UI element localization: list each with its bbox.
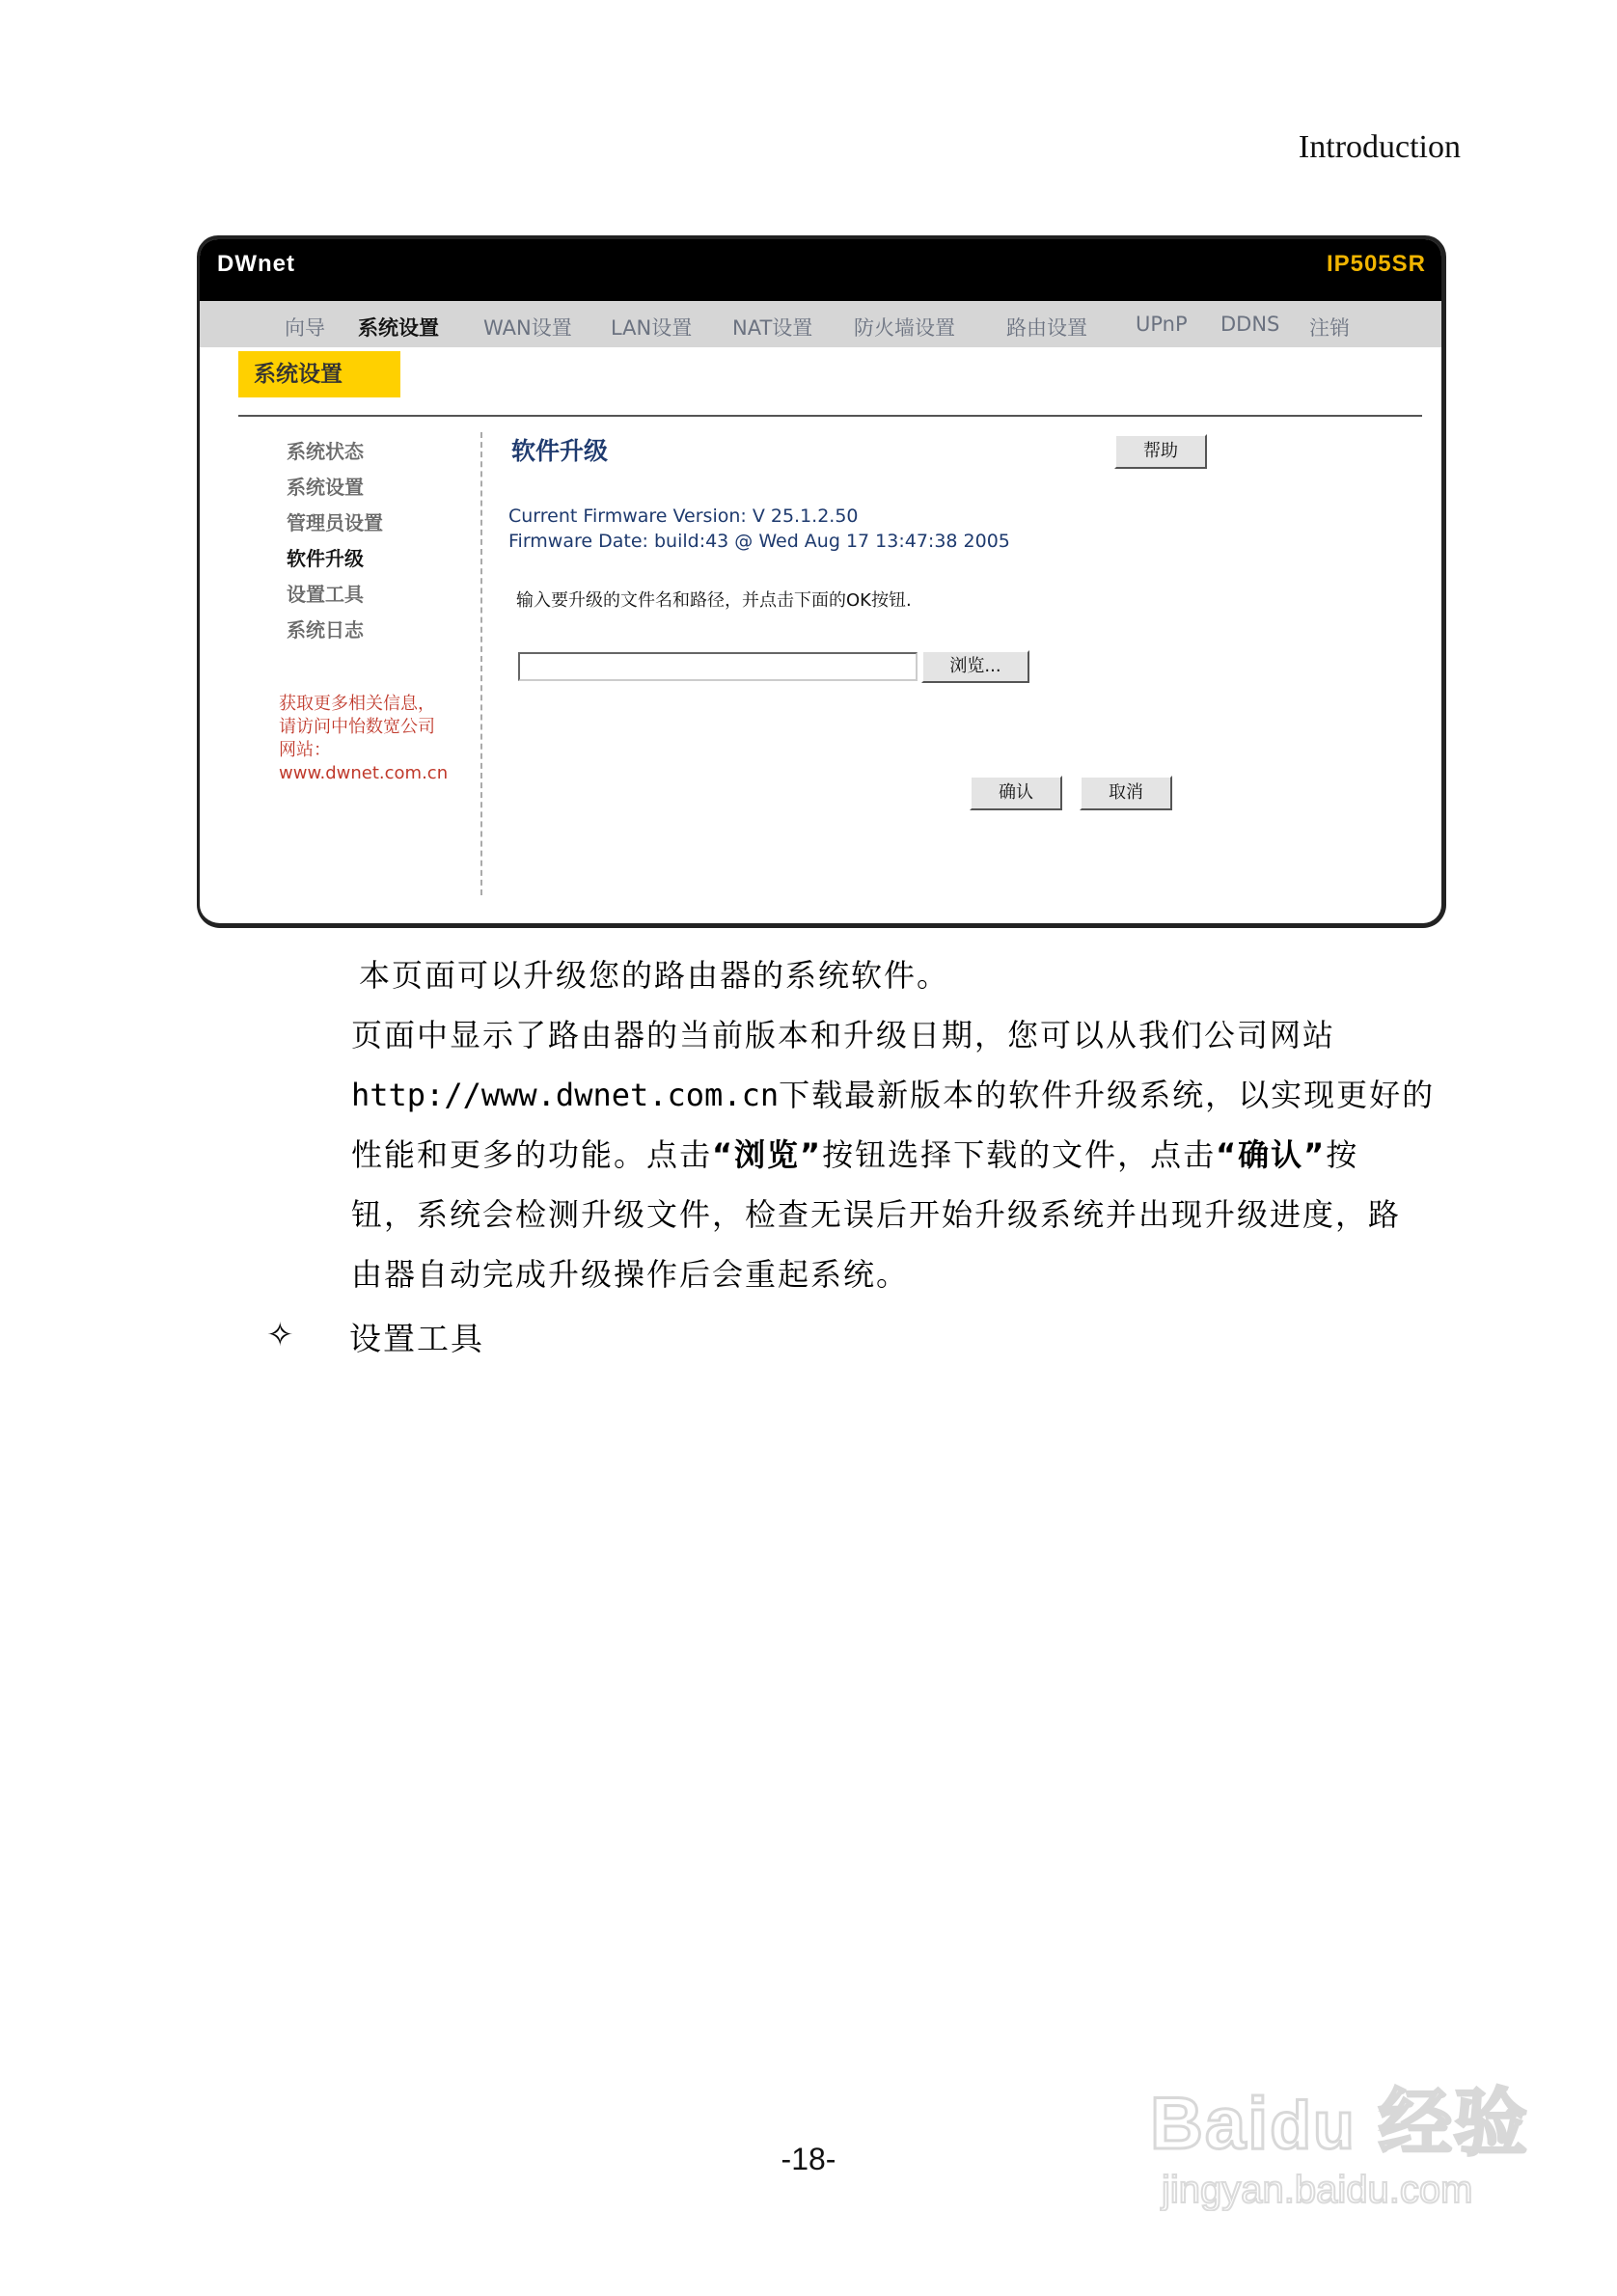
router-brand: DWnet xyxy=(217,251,295,277)
sidebar-item-log[interactable]: 系统日志 xyxy=(287,618,364,642)
nav-upnp[interactable]: UPnP xyxy=(1136,313,1188,336)
divider xyxy=(238,415,1422,417)
sidebar-note xyxy=(279,693,448,785)
header-section-title: Introduction xyxy=(1298,129,1461,165)
ok-button[interactable]: 确认 xyxy=(970,776,1062,810)
nav-firewall[interactable]: 防火墙设置 xyxy=(854,316,955,340)
paragraph-line: 页面中显示了路由器的当前版本和升级日期，您可以从我们公司网站 xyxy=(351,1017,1336,1053)
nav-routing[interactable]: 路由设置 xyxy=(1006,316,1087,340)
browse-button[interactable]: 浏览... xyxy=(921,650,1029,683)
paragraph-text: 按 xyxy=(1326,1136,1359,1173)
sidebar-note-line: 请访问中怡数宽公司 xyxy=(279,717,435,737)
ok-reference: “确认” xyxy=(1216,1136,1327,1173)
router-nav xyxy=(200,301,1441,347)
nav-system-settings[interactable]: 系统设置 xyxy=(358,316,439,340)
sidebar-item-system[interactable]: 系统设置 xyxy=(287,476,364,499)
file-path-input[interactable] xyxy=(518,652,918,681)
paragraph-line: 由器自动完成升级操作后会重起系统。 xyxy=(351,1256,910,1293)
page-number: -18- xyxy=(781,2142,836,2176)
upgrade-instruction: 输入要升级的文件名和路径，并点击下面的OK按钮. xyxy=(516,590,912,611)
nav-wan[interactable]: WAN设置 xyxy=(483,316,572,340)
website-url: http://www.dwnet.com.cn xyxy=(351,1077,780,1113)
help-button[interactable]: 帮助 xyxy=(1114,434,1207,469)
nav-ddns[interactable]: DDNS xyxy=(1220,313,1280,336)
sidebar-note-line: 网站： xyxy=(279,740,331,760)
paragraph-text: 下载最新版本的软件升级系统，以实现更好的 xyxy=(779,1077,1436,1113)
paragraph-line xyxy=(351,1125,1461,1185)
nav-nat[interactable]: NAT设置 xyxy=(732,316,813,340)
paragraph-text: 性能和更多的功能。点击 xyxy=(351,1136,713,1173)
sidebar-note-line: 获取更多相关信息， xyxy=(279,694,435,714)
router-screenshot xyxy=(197,235,1446,928)
sidebar-divider xyxy=(480,432,482,895)
watermark-url: jingyan.baidu.com xyxy=(1162,2169,1473,2211)
watermark-logo: Baidu 经验 xyxy=(1150,2083,1529,2165)
watermark xyxy=(1150,2045,1555,2238)
cancel-button[interactable]: 取消 xyxy=(1080,776,1172,810)
router-titlebar xyxy=(200,239,1441,301)
nav-logout[interactable]: 注销 xyxy=(1309,316,1350,340)
sidebar-item-tools[interactable]: 设置工具 xyxy=(287,583,364,606)
paragraph-description xyxy=(351,1005,1461,1304)
browse-reference: “浏览” xyxy=(712,1136,823,1173)
sidebar-note-link[interactable]: www.dwnet.com.cn xyxy=(279,763,449,783)
firmware-date: Firmware Date: build:43 @ Wed Aug 17 13:47:38 2005 xyxy=(508,531,1010,552)
paragraph-intro xyxy=(359,945,1468,1005)
sidebar-item-upgrade[interactable]: 软件升级 xyxy=(287,547,364,570)
sidebar-item-status[interactable]: 系统状态 xyxy=(287,440,364,463)
nav-wizard[interactable]: 向导 xyxy=(285,316,325,340)
paragraph-line: 钮，系统会检测升级文件，检查无误后开始升级系统并出现升级进度，路 xyxy=(351,1196,1402,1233)
diamond-star-icon: ✧ xyxy=(266,1316,294,1354)
section-label: 系统设置 xyxy=(238,351,400,397)
paragraph-line xyxy=(351,1065,1461,1125)
firmware-version: Current Firmware Version: V 25.1.2.50 xyxy=(508,506,859,527)
paragraph-text: 按钮选择下载的文件，点击 xyxy=(822,1136,1217,1173)
page-title: 软件升级 xyxy=(511,437,609,465)
nav-lan[interactable]: LAN设置 xyxy=(611,316,693,340)
paragraph-line: 本页面可以升级您的路由器的系统软件。 xyxy=(359,957,950,994)
bullet-settings-tools: 设置工具 xyxy=(349,1320,484,1357)
sidebar-item-admin[interactable]: 管理员设置 xyxy=(287,511,383,534)
router-model: IP505SR xyxy=(1326,251,1426,277)
